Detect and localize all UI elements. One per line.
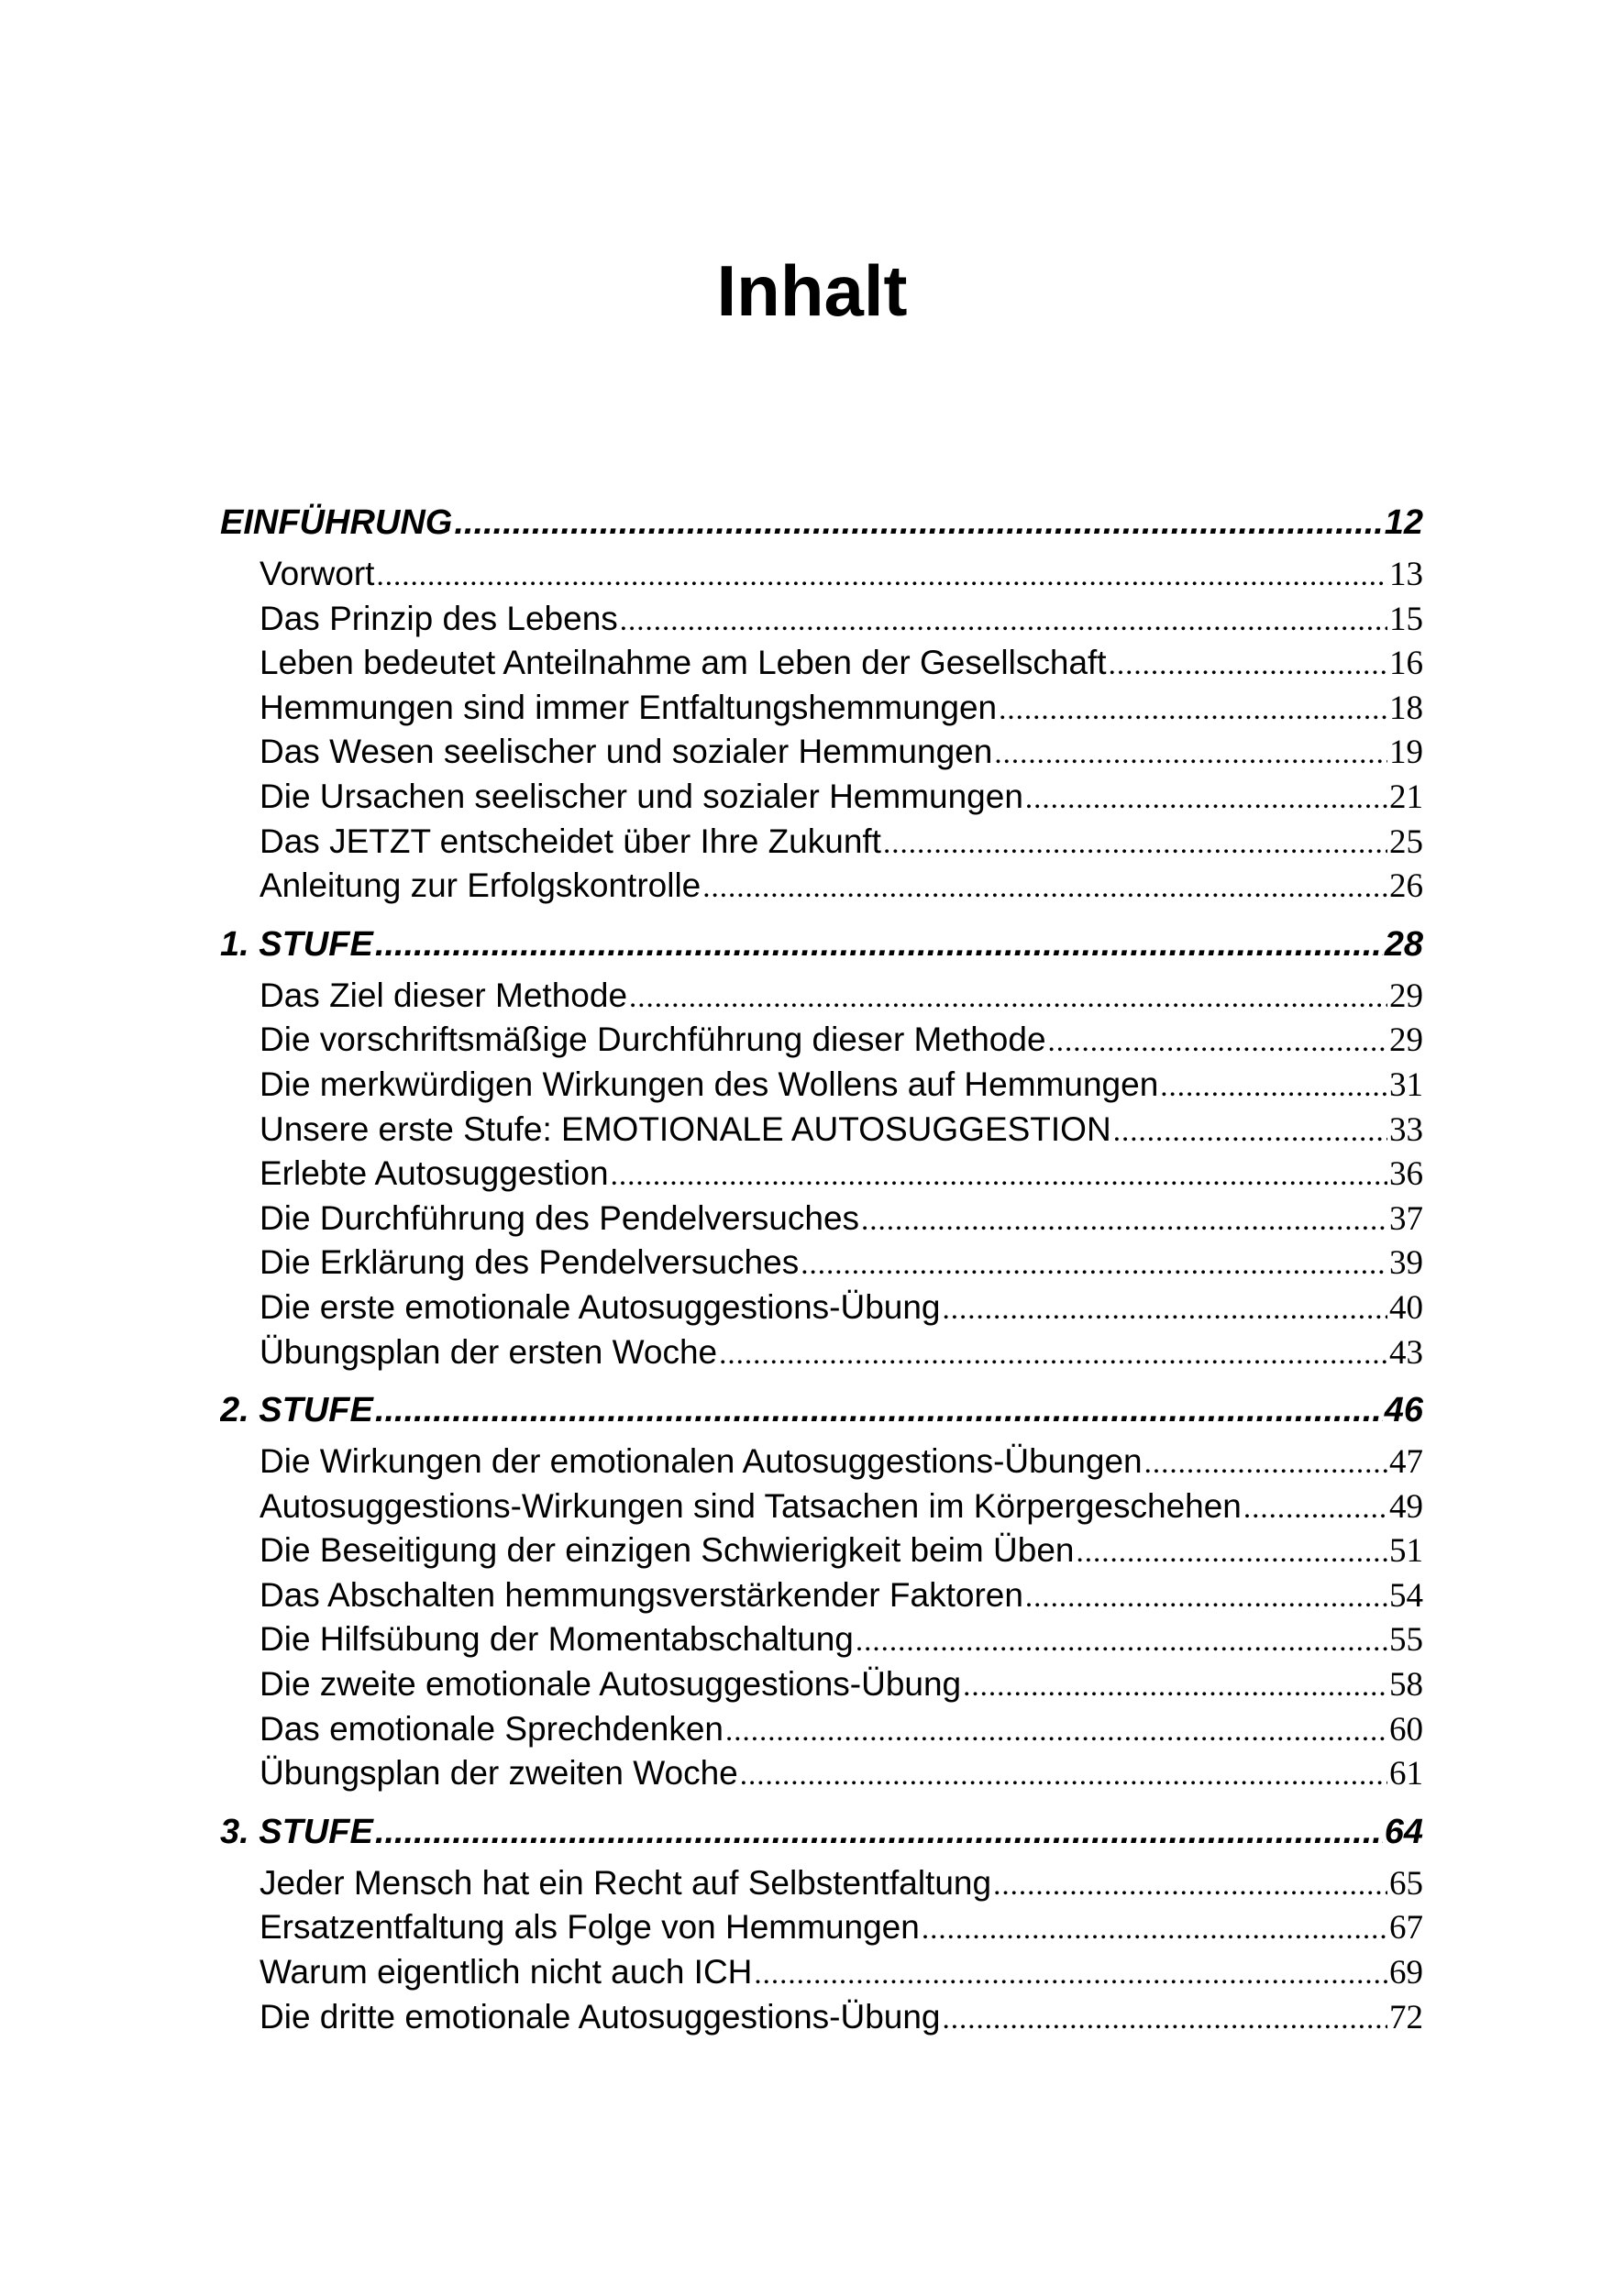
toc-section-page: 12: [1384, 503, 1423, 542]
dot-leader: [943, 1287, 1387, 1330]
toc-entry-title: Autosuggestions-Wirkungen sind Tatsachen im Körpergeschehen: [260, 1486, 1242, 1525]
toc-entry-page: 69: [1389, 1954, 1423, 1992]
toc-entry-page: 40: [1389, 1288, 1423, 1327]
toc-entry: [220, 775, 1423, 820]
dot-leader: [1109, 643, 1387, 686]
toc-entry-title: Die zweite emotionale Autosuggestions-Übung: [260, 1665, 962, 1704]
dot-leader: [999, 688, 1387, 731]
toc-entry: [220, 1995, 1423, 2040]
toc-entry-page: 18: [1389, 689, 1423, 727]
dot-leader: [1243, 1486, 1387, 1529]
toc-entry-title: Die dritte emotionale Autosuggestions-Übung: [260, 1997, 941, 2036]
toc-entry: [220, 1950, 1423, 1995]
toc-entry: [220, 1440, 1423, 1484]
toc-entry-page: 33: [1389, 1110, 1423, 1149]
toc-entry: [220, 1707, 1423, 1752]
toc-entry-title: Das Prinzip des Lebens: [260, 599, 618, 637]
toc-entry-page: 54: [1389, 1576, 1423, 1615]
toc-entry: [220, 597, 1423, 642]
dot-leader: [994, 732, 1387, 775]
toc-entry: [220, 552, 1423, 597]
toc-entry-title: Die Hilfsübung der Momentabschaltung: [260, 1620, 854, 1659]
toc-entry-title: Hemmungen sind immer Entfaltungshemmungen: [260, 688, 998, 726]
dot-leader: [922, 1907, 1387, 1950]
dot-leader: [1048, 1020, 1387, 1063]
toc-entry-title: Das Ziel dieser Methode: [260, 976, 628, 1014]
toc-entry: [220, 1018, 1423, 1063]
dot-leader: [740, 1753, 1387, 1796]
toc-entry-page: 58: [1389, 1666, 1423, 1705]
dot-leader: [883, 822, 1387, 865]
toc-entry: [220, 1905, 1423, 1950]
toc-entry-title: Das Abschalten hemmungsverstärkender Faktoren: [260, 1575, 1023, 1614]
dot-leader: [719, 1332, 1387, 1375]
toc-entry: [220, 1241, 1423, 1285]
dot-leader: [375, 1804, 1383, 1859]
toc-section-heading: [220, 1383, 1423, 1438]
dot-leader: [375, 1383, 1383, 1438]
dot-leader: [963, 1664, 1387, 1707]
toc-entry: [220, 1573, 1423, 1618]
toc-entry-title: Die Durchführung des Pendelversuches: [260, 1198, 860, 1237]
toc-entry-page: 36: [1389, 1155, 1423, 1194]
toc-section-page: 46: [1384, 1391, 1423, 1430]
toc-entry: [220, 1617, 1423, 1662]
toc-entry-page: 15: [1389, 600, 1423, 638]
toc-entry-title: Die erste emotionale Autosuggestions-Übung: [260, 1287, 941, 1326]
toc-entry-page: 26: [1389, 867, 1423, 906]
dot-leader: [375, 917, 1383, 972]
toc-entry: [220, 1662, 1423, 1707]
toc-entry-title: Übungsplan der ersten Woche: [260, 1332, 718, 1371]
dot-leader: [943, 1997, 1387, 2040]
dot-leader: [725, 1709, 1387, 1752]
dot-leader: [1025, 777, 1387, 820]
toc-entry-page: 21: [1389, 778, 1423, 816]
toc-entry-page: 51: [1389, 1532, 1423, 1571]
toc-entry-title: Anleitung zur Erfolgskontrolle: [260, 866, 702, 905]
toc-entry-page: 29: [1389, 977, 1423, 1015]
dot-leader: [1113, 1109, 1387, 1153]
toc-entry-page: 25: [1389, 822, 1423, 861]
toc-entry-page: 65: [1389, 1864, 1423, 1903]
toc-entry: [220, 641, 1423, 686]
toc-entry-title: Das JETZT entscheidet über Ihre Zukunft: [260, 822, 881, 860]
dot-leader: [702, 866, 1387, 909]
toc-entry-page: 39: [1389, 1244, 1423, 1283]
dot-leader: [629, 976, 1387, 1019]
toc-entry-title: Warum eigentlich nicht auch ICH: [260, 1953, 753, 1992]
toc-entry-page: 29: [1389, 1021, 1423, 1060]
dot-leader: [1160, 1065, 1387, 1108]
toc-entry-title: Die Wirkungen der emotionalen Autosuggestions-Übungen: [260, 1442, 1143, 1481]
dot-leader: [1025, 1575, 1387, 1618]
toc-entry-title: Die merkwürdigen Wirkungen des Wollens auf Hemmungen: [260, 1065, 1159, 1103]
toc-entry-page: 72: [1389, 1998, 1423, 2036]
toc-entry-title: Das emotionale Sprechdenken: [260, 1709, 724, 1748]
toc-entry: [220, 1108, 1423, 1153]
toc-entry-title: Ersatzentfaltung als Folge von Hemmungen: [260, 1908, 920, 1947]
dot-leader: [856, 1619, 1387, 1662]
dot-leader: [611, 1153, 1387, 1197]
toc-entry: [220, 1861, 1423, 1906]
toc-entry: [220, 730, 1423, 775]
toc-entry-page: 55: [1389, 1621, 1423, 1660]
toc-section-label: 2. STUFE: [220, 1391, 373, 1430]
toc-entry: [220, 1285, 1423, 1330]
toc-entry: [220, 1152, 1423, 1197]
toc-entry-page: 19: [1389, 734, 1423, 772]
toc-section-page: 28: [1384, 924, 1423, 964]
dot-leader: [993, 1863, 1387, 1906]
toc-entry: [220, 864, 1423, 909]
toc-entry: [220, 1197, 1423, 1241]
toc-entry-page: 37: [1389, 1199, 1423, 1238]
toc-entry-title: Unsere erste Stufe: EMOTIONALE AUTOSUGGESTION: [260, 1109, 1111, 1148]
toc-entry-title: Jeder Mensch hat ein Recht auf Selbstentfaltung: [260, 1863, 992, 1902]
table-of-contents: [220, 495, 1423, 2039]
dot-leader: [1077, 1530, 1388, 1573]
dot-leader: [754, 1952, 1387, 1995]
toc-entry-title: Leben bedeutet Anteilnahme am Leben der Gesellschaft: [260, 644, 1107, 682]
toc-entry-page: 13: [1389, 556, 1423, 593]
toc-section-heading: [220, 495, 1423, 550]
toc-entry: [220, 1484, 1423, 1529]
toc-entry-page: 49: [1389, 1487, 1423, 1526]
dot-leader: [861, 1198, 1387, 1241]
toc-section-page: 64: [1384, 1812, 1423, 1851]
toc-section-label: EINFÜHRUNG: [220, 503, 453, 542]
toc-entry: [220, 1751, 1423, 1796]
toc-entry-title: Das Wesen seelischer und sozialer Hemmungen: [260, 733, 993, 771]
toc-section-label: 1. STUFE: [220, 924, 373, 964]
toc-entry: [220, 820, 1423, 865]
dot-leader: [1144, 1441, 1387, 1484]
toc-entry-title: Die Erklärung des Pendelversuches: [260, 1243, 800, 1282]
page-title: Inhalt: [716, 250, 908, 331]
toc-entry-page: 43: [1389, 1333, 1423, 1372]
toc-entry: [220, 1063, 1423, 1108]
toc-section-heading: [220, 917, 1423, 972]
toc-entry: [220, 1528, 1423, 1573]
toc-entry: [220, 686, 1423, 731]
toc-entry-page: 31: [1389, 1065, 1423, 1104]
toc-entry-page: 61: [1389, 1755, 1423, 1793]
toc-entry-page: 16: [1389, 645, 1423, 683]
dot-leader: [376, 554, 1387, 597]
toc-entry-title: Übungsplan der zweiten Woche: [260, 1754, 738, 1793]
toc-section-heading: [220, 1804, 1423, 1859]
dot-leader: [454, 495, 1382, 550]
toc-entry-title: Die Beseitigung der einzigen Schwierigkeit beim Üben: [260, 1531, 1075, 1570]
toc-entry-page: 67: [1389, 1909, 1423, 1947]
toc-entry-title: Die vorschriftsmäßige Durchführung dieser Methode: [260, 1021, 1046, 1059]
dot-leader: [801, 1242, 1387, 1285]
toc-entry: [220, 1330, 1423, 1375]
toc-entry-page: 47: [1389, 1443, 1423, 1482]
toc-section-label: 3. STUFE: [220, 1812, 373, 1851]
toc-entry-page: 60: [1389, 1710, 1423, 1749]
dot-leader: [620, 599, 1387, 642]
toc-entry-title: Erlebte Autosuggestion: [260, 1154, 609, 1193]
toc-entry-title: Die Ursachen seelischer und sozialer Hemmungen: [260, 777, 1023, 815]
toc-entry: [220, 974, 1423, 1019]
toc-entry-title: Vorwort: [260, 555, 375, 592]
